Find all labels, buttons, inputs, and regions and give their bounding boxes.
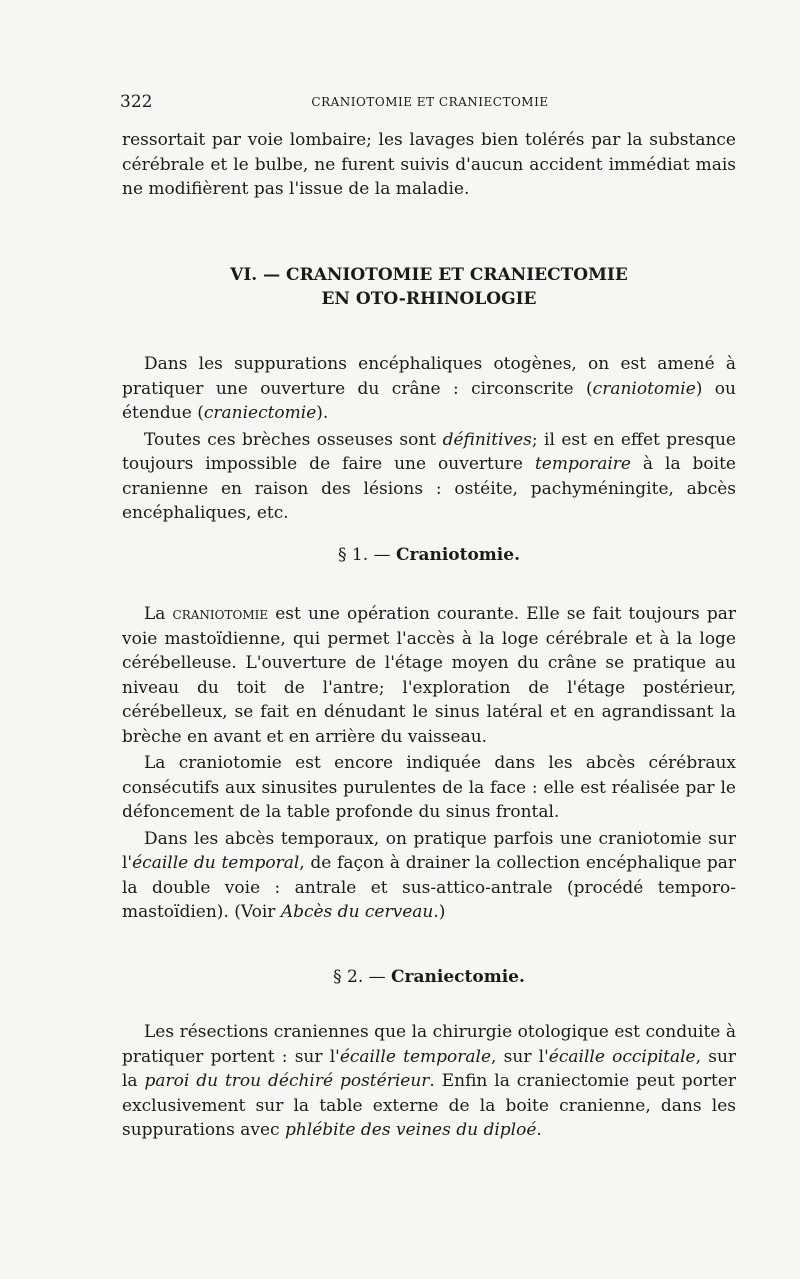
heading-craniotomie-number: § 1. — bbox=[338, 545, 396, 565]
craniotomie-paragraph-1: La craniotomie est une opération courante. Elle se fait toujours par voie mastoïdienne, qui permet l'accès à la loge cérébrale et à la loge cérébelleuse. L'ouverture de l'étage moyen du crâne se pratique au niveau du toit de l'antre; l'exploration de l'étage postérieur, cérébelleux, se fait en dénudant le sinus latéral et en agrandissant la brèche en avant et en arrière du vaisseau. bbox=[122, 604, 736, 747]
section-title-line2: EN OTO-RHINOLOGIE bbox=[321, 289, 537, 309]
section-title bbox=[122, 263, 736, 311]
heading-craniectomie-text: Craniectomie. bbox=[391, 967, 525, 987]
section-paragraph-2: Toutes ces brèches osseuses sont définitives; il est en effet presque toujours impossible de faire une ouverture temporaire à la boite cranienne en raison des lésions : ostéite, pachyméningite, abcès encéphaliques, etc. bbox=[122, 429, 736, 523]
craniectomie-paragraph-1: Les résections craniennes que la chirurgie otologique est conduite à pratiquer portent : sur l'écaille temporale, sur l'écaille occipitale, sur la paroi du trou déchiré postérieur. Enfin la craniectomie peut porter exclusivement sur la table externe de la boite cranienne, dans les suppurations avec phlébite des veines du diploé. bbox=[122, 1022, 737, 1140]
heading-craniotomie-text: Craniotomie. bbox=[395, 545, 520, 565]
intro-text: ressortait par voie lombaire; les lavages bien tolérés par la substance cérébrale et le bulbe, ne furent suivis d'aucun accident immédiat mais ne modifièrent pas l'issue de la maladie. bbox=[122, 130, 736, 199]
craniectomie-body bbox=[122, 1020, 736, 1143]
craniotomie-body bbox=[122, 602, 736, 925]
running-header bbox=[120, 92, 740, 114]
craniotomie-paragraph-2: La craniotomie est encore indiquée dans les abcès cérébraux consécutifs aux sinusites purulentes de la face : elle est réalisée par le défoncement de la table profonde du sinus frontal. bbox=[122, 753, 736, 822]
intro-paragraph bbox=[122, 128, 736, 202]
section-paragraph-1: Dans les suppurations encéphaliques otogènes, on est amené à pratiquer une ouverture du crâne : circonscrite (craniotomie) ou étendue (craniectomie). bbox=[122, 354, 736, 423]
heading-craniectomie-number: § 2. — bbox=[333, 967, 392, 987]
craniotomie-paragraph-3: Dans les abcès temporaux, on pratique parfois une craniotomie sur l'écaille du temporal, de façon à drainer la collection encéphalique par la double voie : antrale et sus-attico-antrale (procédé temporo-mastoïdien). (Voir Abcès du cerveau.) bbox=[122, 828, 736, 922]
section-body bbox=[122, 352, 736, 526]
section-title-line1: VI. — CRANIOTOMIE ET CRANIECTOMIE bbox=[230, 265, 628, 285]
heading-craniotomie bbox=[122, 545, 736, 565]
heading-craniectomie bbox=[122, 967, 736, 987]
page-number: 322 bbox=[120, 92, 153, 112]
running-title: CRANIOTOMIE ET CRANIECTOMIE bbox=[311, 95, 549, 109]
